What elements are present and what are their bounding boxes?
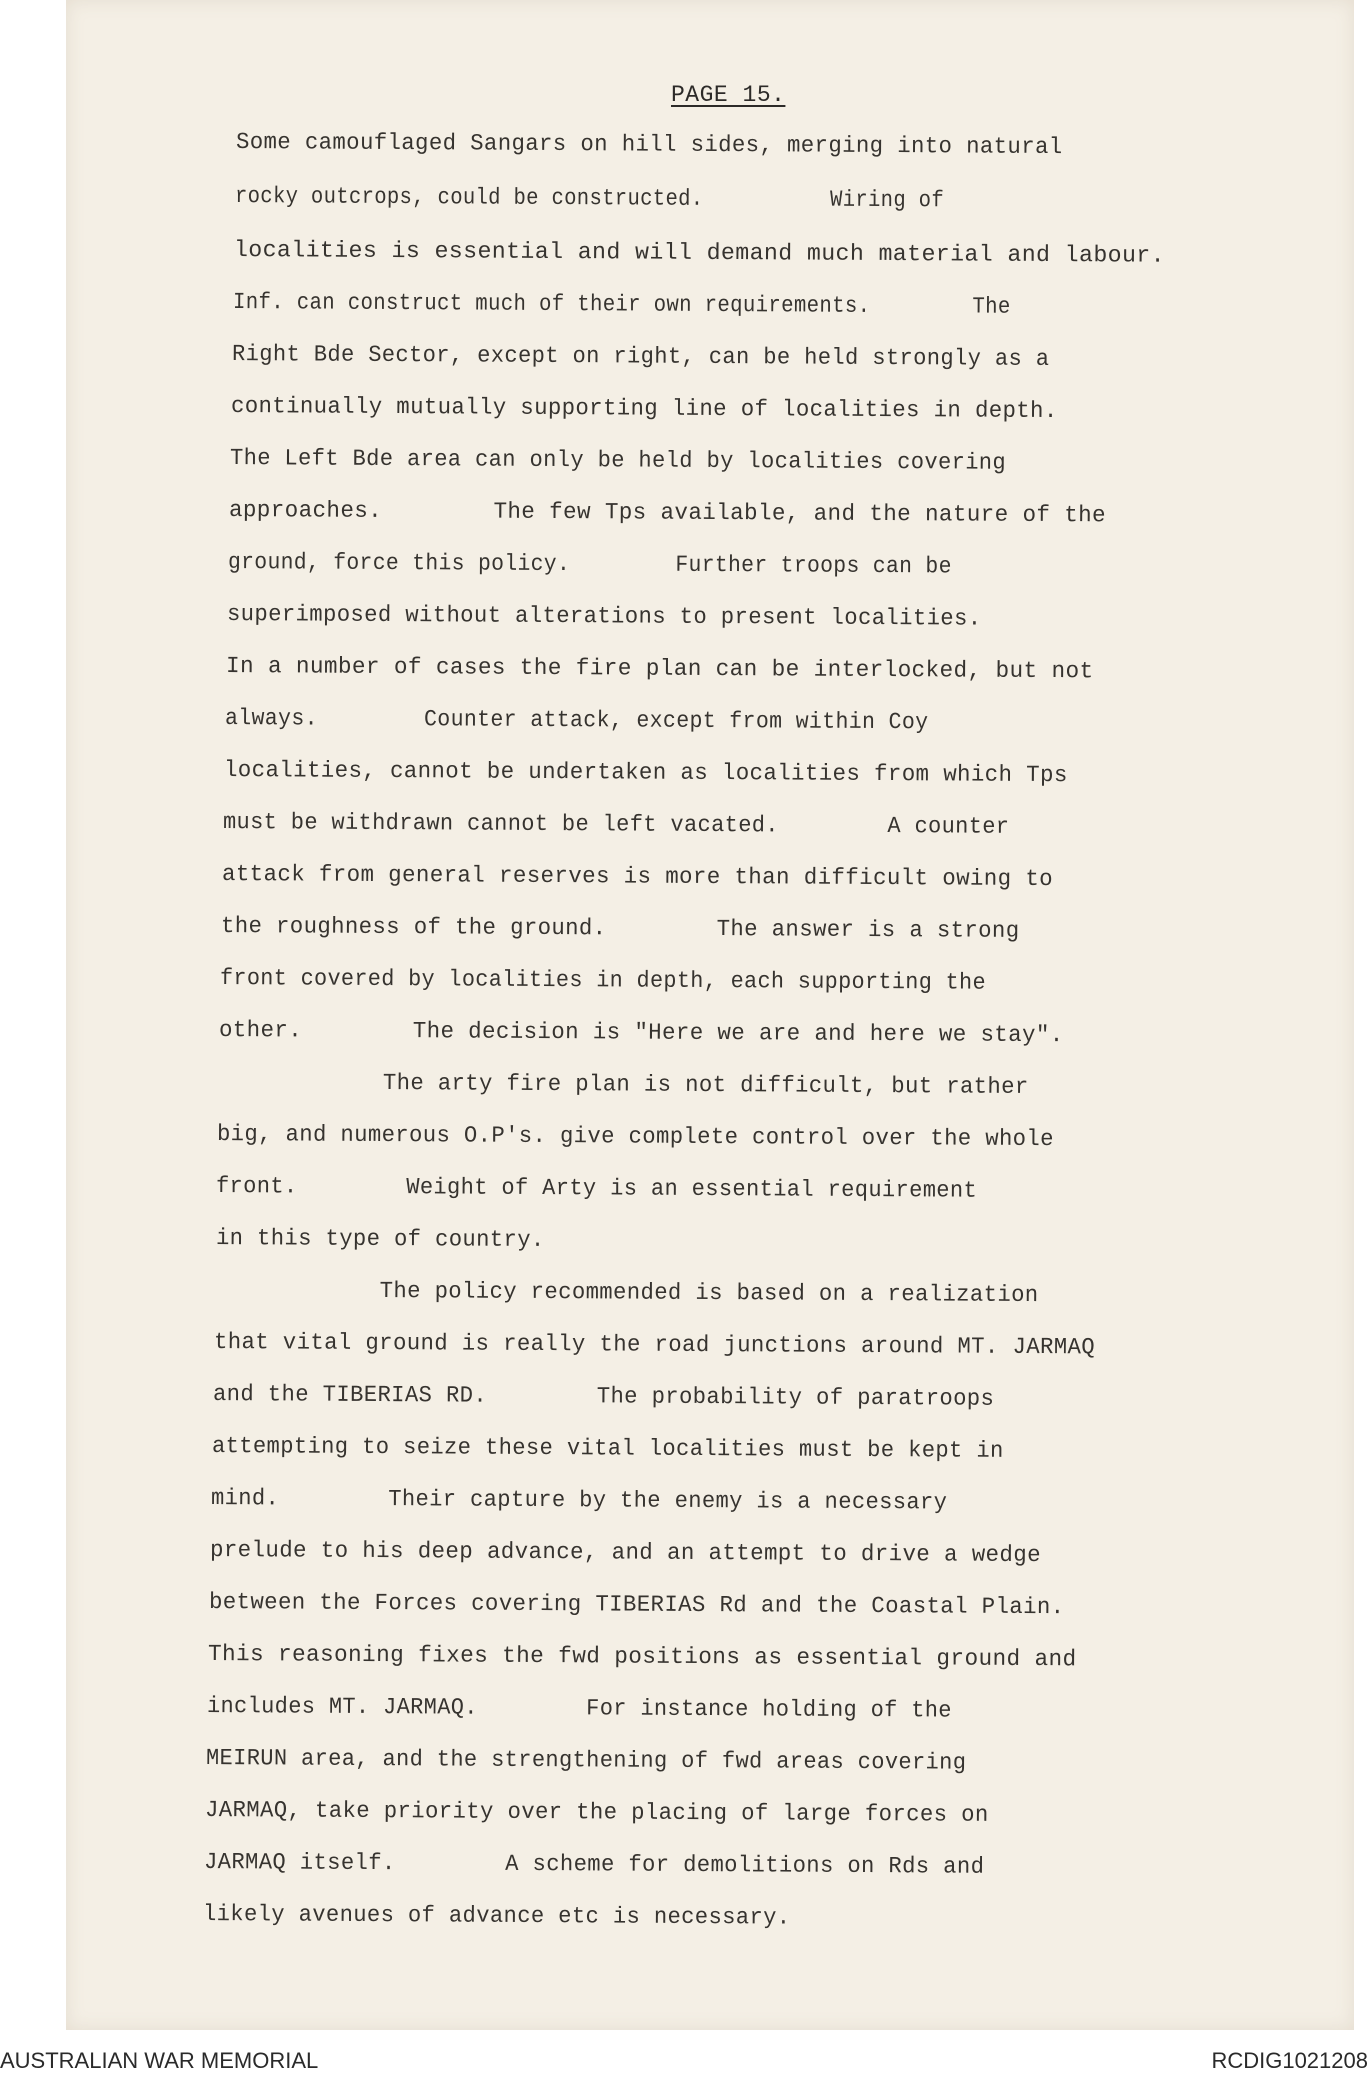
body-line-13: localities, cannot be undertaken as localities from which Tps xyxy=(223,757,1068,789)
body-line-23: The policy recommended is based on a realization xyxy=(214,1277,1039,1309)
body-line-8: approaches. The few Tps available, and the nature of the xyxy=(228,497,1107,529)
body-line-28: prelude to his deep advance, and an attempt to drive a wedge xyxy=(209,1537,1042,1569)
body-line-9: ground, force this policy. Further troops can be xyxy=(227,549,952,580)
body-line-6: continually mutually supporting line of localities in depth. xyxy=(230,393,1058,425)
body-line-10: superimposed without alterations to present localities. xyxy=(226,601,982,632)
footer-source-label: AUSTRALIAN WAR MEMORIAL xyxy=(0,2048,319,2073)
body-line-16: the roughness of the ground. The answer is a strong xyxy=(220,913,1020,944)
body-line-14: must be withdrawn cannot be left vacated. A counter xyxy=(222,809,1010,840)
body-line-34: JARMAQ itself. A scheme for demolitions on Rds and xyxy=(203,1849,985,1880)
body-line-24: that vital ground is really the road junctions around MT. JARMAQ xyxy=(213,1329,1096,1361)
body-line-25: and the TIBERIAS RD. The probability of paratroops xyxy=(212,1381,995,1412)
body-line-2: rocky outcrops, could be constructed. Wiring of xyxy=(234,183,945,214)
body-line-5: Right Bde Sector, except on right, can be held strongly as a xyxy=(231,341,1050,372)
body-line-11: In a number of cases the fire plan can be interlocked, but not xyxy=(225,653,1094,685)
footer-record-id: RCDIG1021208 xyxy=(1211,2048,1368,2073)
body-line-19: The arty fire plan is not difficult, but rather xyxy=(217,1069,1029,1100)
body-line-31: includes MT. JARMAQ. For instance holding of the xyxy=(206,1693,952,1724)
body-line-22: in this type of country. xyxy=(215,1225,545,1254)
body-line-21: front. Weight of Arty is an essential requirement xyxy=(215,1173,978,1204)
body-line-15: attack from general reserves is more than difficult owing to xyxy=(221,861,1054,893)
body-line-18: other. The decision is "Here we are and here we stay". xyxy=(218,1017,1064,1049)
body-line-26: attempting to seize these vital localities must be kept in xyxy=(211,1433,1004,1464)
body-line-29: between the Forces covering TIBERIAS Rd and the Coastal Plain. xyxy=(208,1589,1065,1621)
body-line-7: The Left Bde area can only be held by localities covering xyxy=(229,445,1007,476)
body-line-27: mind. Their capture by the enemy is a necessary xyxy=(210,1485,948,1516)
body-line-12: always. Counter attack, except from within Coy xyxy=(224,705,929,736)
body-line-1: Some camouflaged Sangars on hill sides, merging into natural xyxy=(235,129,1063,161)
body-line-3: localities is essential and will demand much material and labour. xyxy=(233,237,1166,269)
body-line-33: JARMAQ, take priority over the placing of large forces on xyxy=(204,1797,989,1828)
body-line-4: Inf. can construct much of their own requirements. The xyxy=(232,289,1011,320)
body-line-17: front covered by localities in depth, each supporting the xyxy=(219,965,987,996)
page-title: PAGE 15. xyxy=(671,82,786,108)
body-line-35: likely avenues of advance etc is necessary. xyxy=(202,1901,791,1931)
body-line-20: big, and numerous O.P's. give complete control over the whole xyxy=(216,1121,1054,1153)
document-page xyxy=(66,0,1354,2030)
body-line-30: This reasoning fixes the fwd positions as essential ground and xyxy=(207,1641,1077,1673)
body-line-32: MEIRUN area, and the strengthening of fwd areas covering xyxy=(205,1745,967,1776)
